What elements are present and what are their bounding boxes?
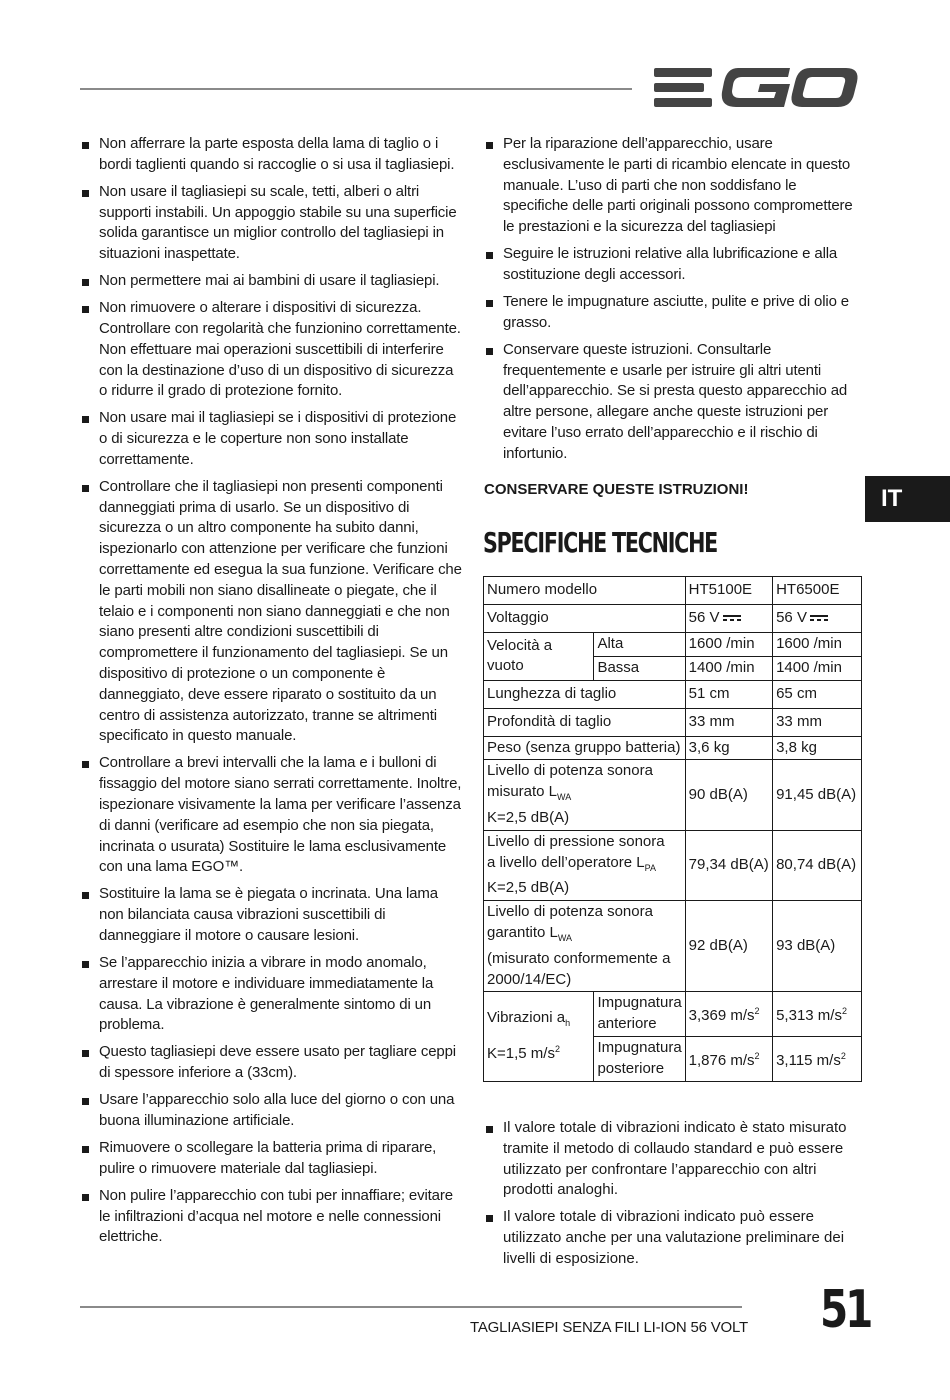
left-column [80,134,464,1254]
spec-label: Peso (senza gruppo batteria) [484,736,686,760]
list-item: Questo tagliasiepi deve essere usato per tagliare ceppi di spessore inferiore a (33cm). [80,1042,464,1084]
table-row [484,736,862,760]
spec-value: 91,45 dB(A) [773,760,862,830]
spec-label: Numero modello [484,577,686,605]
spec-value: HT6500E [773,577,862,605]
dc-symbol-icon [723,614,741,622]
list-item: Il valore totale di vibrazioni indicato è stato misurato tramite il metodo di collaudo standard e può essere utilizzato per confrontare l’apparecchio con altri prodotti analoghi. [484,1118,864,1201]
spec-sublabel: Impugnatura anteriore [594,992,685,1037]
list-item: Controllare che il tagliasiepi non presenti componenti danneggiati prima di usarlo. Se un dispositivo di sicurezza o un altro componente ha subito danni, ispezionarlo con attenzione per verificare che funzioni correttamente ed esegua la sua funzione. Verificare che le parti mobili non siano disallineate o piegate, che il telaio e i componenti non siano danneggiati e che non siano presenti altre condizioni suscettibili di compromettere il funzionamento del tagliasiepi. Se un dispositivo di protezione o un componente è danneggiato, deve essere riparato o sostituito da un centro di assistenza autorizzato, tranne se altrimenti specificato in questo manuale. [80,477,464,747]
spec-label-text: K=1,5 m/s [487,1045,555,1063]
spec-value [685,992,772,1037]
spec-value: 90 dB(A) [685,760,772,830]
spec-sublabel: Bassa [594,656,685,680]
spec-label-line [487,1039,590,1065]
footer-rule [80,1306,742,1308]
spec-value: 79,34 dB(A) [685,830,772,900]
ego-logo [650,64,860,112]
table-row [484,605,862,633]
spec-label: Lunghezza di taglio [484,680,686,708]
safety-list-left [80,134,464,1248]
spec-label-line: Livello di pressione sonora [487,832,665,850]
list-item: Controllare a brevi intervalli che la lama e i bulloni di fissaggio del motore siano serrati correttamente. Inoltre, ispezionare visivamente la lama per verificare l’assenza di danni (verificare ad esempio che non sia piegata, incrinata o usurata) Sostituire le lama esclusivamente con una lama EGO™. [80,753,464,878]
spec-value: 1400 /min [685,656,772,680]
spec-value [685,605,772,633]
superscript: 2 [841,1006,847,1017]
spec-label-line [487,1008,590,1034]
list-item: Seguire le istruzioni relative alla lubrificazione e alla sostituzione degli accessori. [484,244,864,286]
header-rule [80,88,632,90]
spec-label [484,901,686,992]
list-item: Non usare il tagliasiepi su scale, tetti, alberi o altri supporti instabili. Un appoggio stabile su una superficie solida garantisce un miglior controllo del tagliasiepi in situazioni inaspettate. [80,182,464,265]
notes-list [484,1118,864,1270]
list-item: Non rimuovere o alterare i dispositivi di sicurezza. Controllare con regolarità che funzionino correttamente. Non effettuare mai operazioni suscettibili di interferire con la destinazione d’uso di un dispositivo di sicurezza o ridurre il grado di protezione fornito. [80,298,464,402]
safety-list-right [484,134,864,465]
subscript: h [565,1017,571,1028]
list-item: Se l’apparecchio inizia a vibrare in modo anomalo, arrestare il motore e individuare immediatamente la causa. La vibrazione è generalmente sintomo di un problema. [80,953,464,1036]
spec-label-text: garantito L [487,923,558,941]
superscript: 2 [754,1006,760,1017]
list-item: Non permettere mai ai bambini di usare il tagliasiepi. [80,271,464,292]
table-row [484,992,862,1037]
spec-value: 1600 /min [773,633,862,657]
spec-value: 93 dB(A) [773,901,862,992]
list-item: Non pulire l’apparecchio con tubi per innaffiare; evitare le infiltrazioni d’acqua nel motore e nelle connessioni elettriche. [80,1186,464,1248]
spec-label-line [487,782,682,808]
language-tab: IT [865,476,950,522]
voltage-value: 56 V [688,609,720,627]
list-item: Usare l’apparecchio solo alla luce del giorno o con una buona illuminazione artificiale. [80,1090,464,1132]
spec-label [484,760,686,830]
spec-label-text: a livello dell’operatore L [487,853,645,871]
spec-label-line: K=2,5 dB(A) [487,879,570,897]
spec-label-line: K=2,5 dB(A) [487,808,570,826]
spec-value: 92 dB(A) [685,901,772,992]
list-item: Tenere le impugnature asciutte, pulite e prive di olio e grasso. [484,292,864,334]
page-number: 51 [820,1280,871,1340]
spec-value: 33 mm [773,708,862,736]
spec-value [685,1036,772,1081]
spec-label: Velocità a vuoto [484,633,594,681]
spec-value [773,1036,862,1081]
spec-table [483,576,862,1082]
subscript: WA [557,792,572,803]
list-item: Non afferrare la parte esposta della lama di taglio o i bordi taglienti quando si raccoglie o si usa il tagliasiepi. [80,134,464,176]
spec-value-text: 1,876 m/s [688,1051,755,1069]
table-row [484,708,862,736]
spec-label: Voltaggio [484,605,686,633]
vibration-notes [484,1118,864,1276]
spec-value: 80,74 dB(A) [773,830,862,900]
footer-title: TAGLIASIEPI SENZA FILI LI-ION 56 VOLT [470,1319,748,1336]
spec-sublabel: Impugnatura posteriore [594,1036,685,1081]
spec-label [484,830,686,900]
spec-label-line: Livello di potenza sonora [487,903,653,921]
spec-value [773,992,862,1037]
right-column [484,134,864,471]
keep-instructions-heading: CONSERVARE QUESTE ISTRUZIONI! [484,481,749,498]
spec-value: 1400 /min [773,656,862,680]
spec-value: 51 cm [685,680,772,708]
list-item: Per la riparazione dell’apparecchio, usare esclusivamente le parti di ricambio elencate in questo manuale. L’uso di parti che non soddisfano le specifiche delle parti originali possono compromettere le prestazioni e la sicurezza del tagliasiepi [484,134,864,238]
table-row [484,901,862,992]
spec-value-text: 3,369 m/s [688,1007,755,1025]
spec-sublabel: Alta [594,633,685,657]
list-item: Non usare mai il tagliasiepi se i dispositivi di protezione o di sicurezza e le coperture non sono installate correttamente. [80,408,464,470]
superscript: 2 [754,1050,760,1061]
spec-value: 3,8 kg [773,736,862,760]
spec-value: 33 mm [685,708,772,736]
list-item: Rimuovere o scollegare la batteria prima di riparare, pulire o rimuovere materiale dal tagliasiepi. [80,1138,464,1180]
spec-label-line: (misurato conformemente a 2000/14/EC) [487,949,671,988]
spec-label-text: Vibrazioni a [487,1008,566,1026]
voltage-value: 56 V [776,609,807,627]
table-row [484,680,862,708]
table-row [484,577,862,605]
spec-label-line: Livello di potenza sonora [487,762,653,780]
subscript: WA [557,932,573,943]
spec-label: Profondità di taglio [484,708,686,736]
spec-value [773,605,862,633]
list-item: Il valore totale di vibrazioni indicato può essere utilizzato anche per una valutazione preliminare dei livelli di esposizione. [484,1207,864,1269]
spec-value: 65 cm [773,680,862,708]
spec-value-text: 3,115 m/s [776,1051,841,1069]
spec-value: 1600 /min [685,633,772,657]
spec-value: HT5100E [685,577,772,605]
spec-value-text: 5,313 m/s [776,1007,842,1025]
list-item: Sostituire la lama se è piegata o incrinata. Una lama non bilanciata causa vibrazioni suscettibili di danneggiare il motore o causare lesioni. [80,884,464,946]
table-row [484,633,862,657]
spec-label-line [487,853,682,879]
dc-symbol-icon [810,614,828,622]
subscript: PA [644,862,656,873]
superscript: 2 [554,1044,560,1055]
spec-label [484,992,594,1081]
spec-value: 3,6 kg [685,736,772,760]
list-item: Conservare queste istruzioni. Consultarle frequentemente e usarle per istruire gli altri utenti dell’apparecchio. Se si presta questo apparecchio ad altre persone, allegare anche queste istruzioni per evitare l’uso errato dell’apparecchio e il rischio di infortunio. [484,340,864,465]
spec-label-text: misurato L [487,783,558,801]
table-row [484,830,862,900]
table-row [484,760,862,830]
spec-section-title: SPECIFICHE TECNICHE [483,526,718,559]
superscript: 2 [840,1050,846,1061]
spec-label-line [487,923,682,949]
